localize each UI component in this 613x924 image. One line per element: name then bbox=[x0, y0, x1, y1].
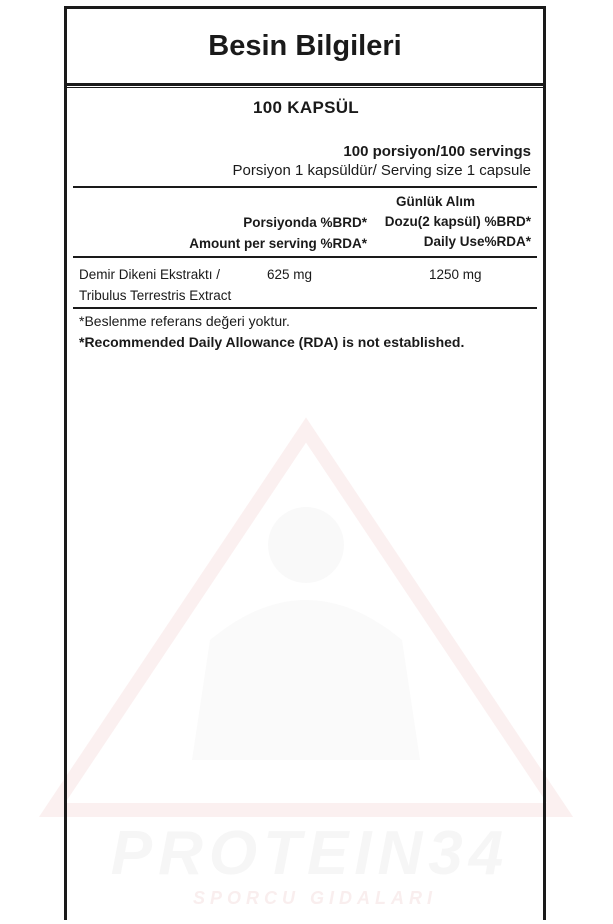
servings-count: 100 porsiyon/100 servings bbox=[343, 143, 531, 160]
servings-info bbox=[233, 142, 532, 180]
divider bbox=[73, 186, 537, 188]
per-serving-header-en: Amount per serving %RDA* bbox=[189, 236, 367, 251]
ingredient-name-tr: Demir Dikeni Ekstraktı / bbox=[79, 267, 221, 282]
daily-use-header bbox=[341, 192, 531, 252]
daily-header-tr-line1: Günlük Alım bbox=[395, 194, 475, 209]
ingredient-per-serving: 625 mg bbox=[267, 267, 313, 282]
per-serving-header bbox=[147, 212, 367, 254]
daily-header-en: Daily Use%RDA* bbox=[423, 234, 531, 249]
watermark-brand: PROTEIN34 bbox=[110, 819, 510, 888]
footnotes bbox=[79, 311, 539, 353]
daily-header-tr-line2: Dozu(2 kapsül) %BRD* bbox=[384, 214, 531, 229]
footnote-en: *Recommended Daily Allowance (RDA) is not established. bbox=[79, 334, 465, 350]
divider bbox=[73, 307, 537, 309]
footnote-tr: *Beslenme referans değeri yoktur. bbox=[79, 313, 290, 329]
nutrition-label bbox=[64, 6, 546, 920]
label-title: Besin Bilgileri bbox=[208, 29, 402, 62]
divider bbox=[67, 87, 543, 88]
capsule-count: 100 KAPSÜL bbox=[253, 98, 359, 117]
per-serving-header-tr: Porsiyonda %BRD* bbox=[243, 215, 367, 230]
ingredient-name-en: Tribulus Terrestris Extract bbox=[79, 288, 232, 303]
serving-size: Porsiyon 1 kapsüldür/ Serving size 1 capsule bbox=[232, 162, 531, 179]
title-box bbox=[67, 6, 543, 86]
ingredient-daily: 1250 mg bbox=[429, 267, 482, 282]
watermark-tagline: SPORCU GIDALARI bbox=[192, 888, 437, 908]
divider bbox=[73, 256, 537, 258]
